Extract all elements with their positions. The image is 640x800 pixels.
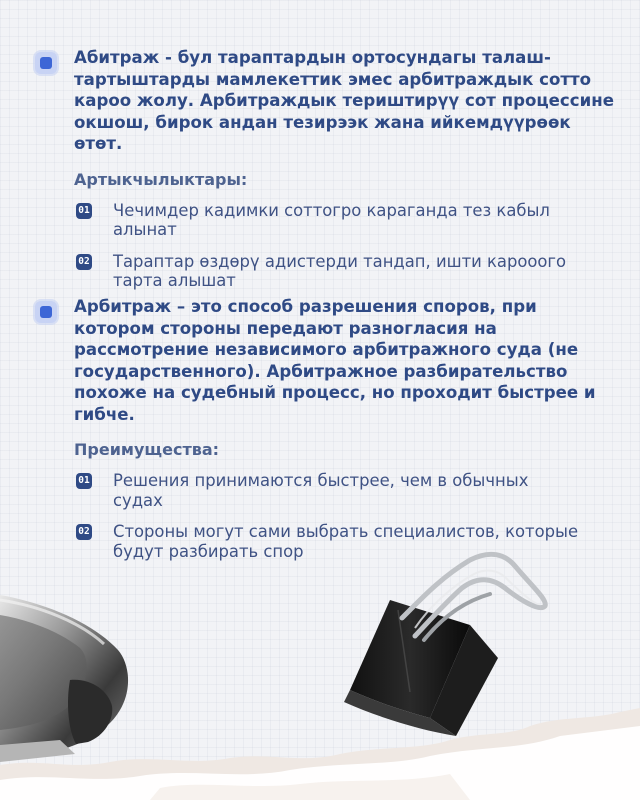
advantages-heading-kg: Артыкчылыктары: — [74, 169, 248, 189]
list-item-text: Чечимдер кадимки соттогро караганда тез кабыл алынат — [113, 200, 550, 239]
bullet-square-icon — [35, 301, 57, 323]
number-badge: 02 — [76, 254, 92, 270]
number-badge: 02 — [76, 524, 92, 540]
list-item-text: Решения принимаются быстрее, чем в обычных судах — [113, 471, 529, 510]
list-item-text: Стороны могут сами выбрать специалистов, которые будут разбирать спор — [113, 522, 579, 561]
decorative-office-supplies — [0, 540, 640, 800]
list-item — [0, 201, 640, 240]
list-item-text: Тараптар өздөрү адистерди тандап, ишти карооого тарта алышат — [113, 251, 567, 290]
binder-clip-image — [344, 554, 545, 736]
section-kyrgyz — [0, 47, 640, 291]
section-russian — [0, 296, 640, 561]
number-badge: 01 — [76, 473, 92, 489]
stapler-image — [0, 595, 128, 762]
intro-text-ru: Арбитраж – это способ разрешения споров, при котором стороны передают разногласия на рассмотрение независимого арбитражного суда (не государственного). Арбитражное разбирательство похоже на судебный процесс, но проходит быстрее и гибче. — [74, 297, 596, 424]
list-item — [0, 471, 640, 510]
advantages-heading-ru: Преимущества: — [74, 440, 220, 459]
list-item — [0, 252, 640, 291]
number-badge: 01 — [76, 203, 92, 219]
bullet-square-icon — [35, 52, 57, 74]
intro-text-kg: Абитраж - бул тараптардын ортосундагы талаш-тартыштарды мамлекеттик эмес арбитраждык сотто кароо жолу. Арбитраждык териштирүү сот процессине окшош, бирок андан тезирээк жана ийкемдүүрөөк өтөт. — [74, 48, 614, 153]
